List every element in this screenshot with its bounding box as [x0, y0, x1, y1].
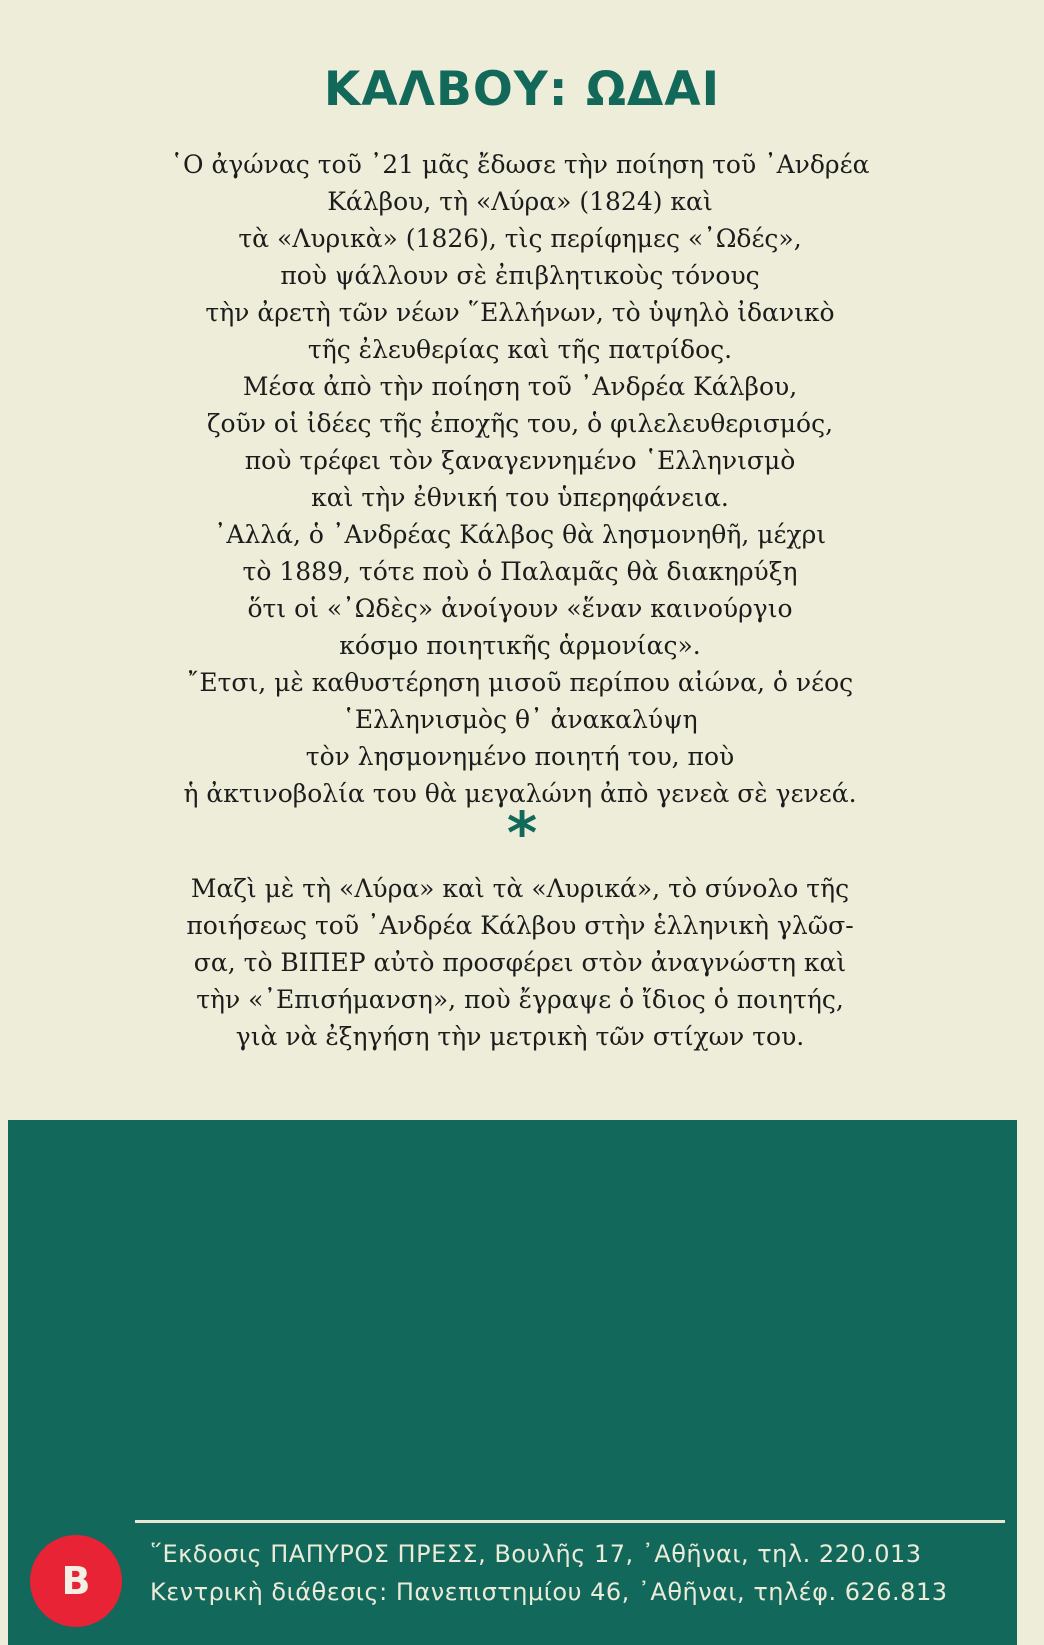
- text-line: τὸ 1889, τότε ποὺ ὁ Παλαμᾶς θὰ διακηρύξη: [242, 557, 798, 586]
- publisher-address: ῞Εκδοσις ΠΑΠΥΡΟΣ ΠΡΕΣΣ, Βουλῆς 17, ᾿Αθῆναι, τηλ. 220.013: [150, 1540, 922, 1568]
- text-line: τὴν «᾿Επισήμανση», ποὺ ἔγραψε ὁ ἴδιος ὁ ποιητής,: [196, 985, 844, 1014]
- description-paragraph: [100, 146, 940, 812]
- text-line: ζοῦν οἱ ἰδέες τῆς ἐποχῆς του, ὁ φιλελευθερισμός,: [206, 409, 834, 438]
- text-line: ποιήσεως τοῦ ᾿Ανδρέα Κάλβου στὴν ἑλληνικὴ γλῶσ-: [186, 911, 854, 940]
- text-line: γιὰ νὰ ἐξηγήση τὴν μετρικὴ τῶν στίχων του.: [235, 1022, 805, 1051]
- book-title: ΚΑΛΒΟΥ: ΩΔΑΙ: [323, 62, 721, 117]
- text-line: ῾Ο ἀγώνας τοῦ ᾿21 μᾶς ἔδωσε τὴν ποίηση τοῦ ᾿Ανδρέα: [170, 150, 870, 179]
- text-line: ποὺ ψάλλουν σὲ ἐπιβλητικοὺς τόνους: [280, 261, 760, 290]
- text-line: καὶ τὴν ἐθνική του ὑπερηφάνεια.: [311, 483, 729, 512]
- text-line: ποὺ τρέφει τὸν ξαναγεννημένο ῾Ελληνισμὸ: [244, 446, 796, 475]
- text-line: τὴν ἀρετὴ τῶν νέων ῞Ελλήνων, τὸ ὑψηλὸ ἰδανικὸ: [205, 298, 835, 327]
- text-line: ῾Ελληνισμὸς θ᾿ ἀνακαλύψη: [342, 705, 698, 734]
- text-line: ᾿Αλλά, ὁ ᾿Ανδρέας Κάλβος θὰ λησμονηθῆ, μέχρι: [213, 520, 827, 549]
- text-line: τῆς ἐλευθερίας καὶ τῆς πατρίδος.: [307, 335, 733, 364]
- contents-paragraph: [100, 870, 940, 1055]
- text-line: Μέσα ἀπὸ τὴν ποίηση τοῦ ᾿Ανδρέα Κάλβου,: [242, 372, 798, 401]
- asterisk-separator: *: [506, 799, 538, 867]
- text-line: κόσμο ποιητικῆς ἁρμονίας».: [339, 631, 701, 660]
- text-line: τὰ «Λυρικὰ» (1826), τὶς περίφημες «᾿Ωδές»,: [238, 224, 802, 253]
- publisher-logo-icon: Β: [30, 1535, 122, 1627]
- text-line: σα, τὸ ΒΙΠΕΡ αὐτὸ προσφέρει στὸν ἀναγνώστη καὶ: [193, 948, 847, 977]
- distribution-address: Κεντρικὴ διάθεσις: Πανεπιστημίου 46, ᾿Αθῆναι, τηλέφ. 626.813: [150, 1578, 948, 1606]
- text-line: Μαζὶ μὲ τὴ «Λύρα» καὶ τὰ «Λυρικά», τὸ σύνολο τῆς: [190, 874, 850, 903]
- text-line: ῎Ετσι, μὲ καθυστέρηση μισοῦ περίπου αἰώνα, ὁ νέος: [186, 668, 854, 697]
- text-line: ὅτι οἱ «᾿Ωδὲς» ἀνοίγουν «ἕναν καινούργιο: [247, 594, 793, 623]
- text-line: ἡ ἀκτινοβολία του θὰ μεγαλώνη ἀπὸ γενεὰ σὲ γενεά.: [183, 779, 857, 808]
- text-line: τὸν λησμονημένο ποιητή του, ποὺ: [305, 742, 735, 771]
- text-line: Κάλβου, τὴ «Λύρα» (1824) καὶ: [327, 187, 713, 216]
- footer-divider: [135, 1520, 1005, 1523]
